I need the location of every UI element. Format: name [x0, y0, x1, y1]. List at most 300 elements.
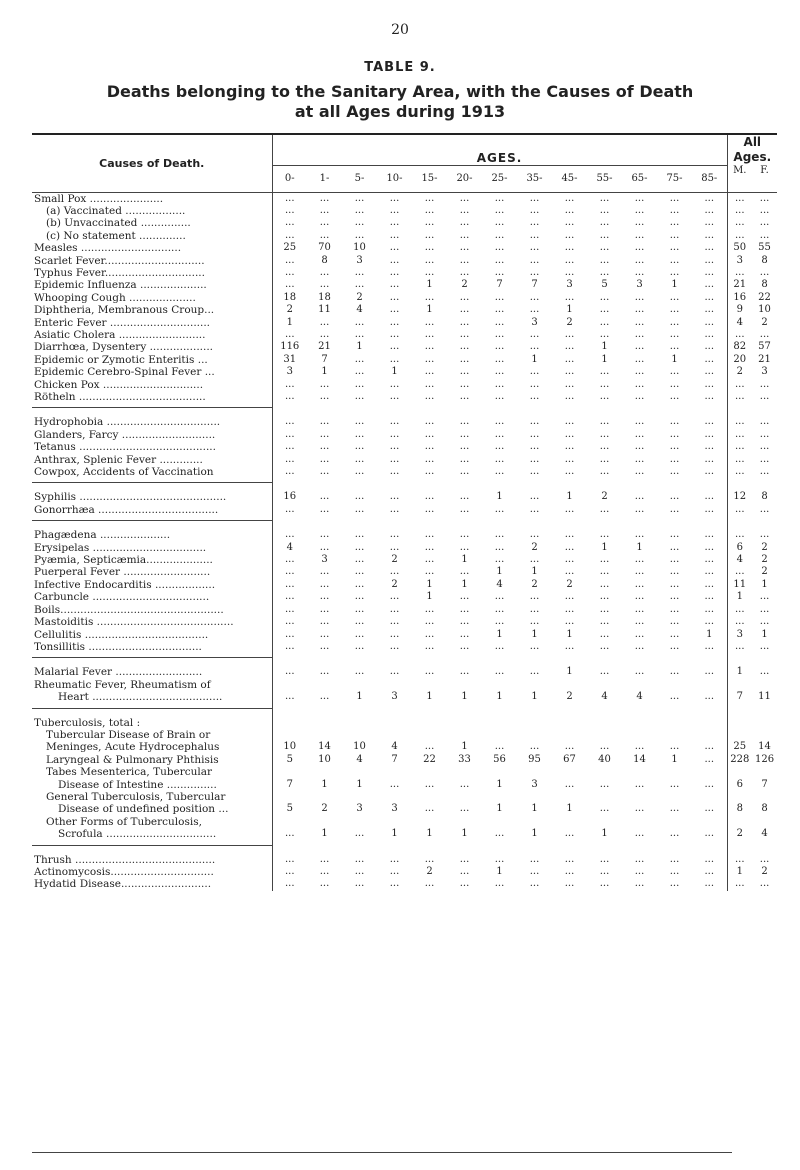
- table-row: [32, 779, 777, 791]
- count-cell: ...: [284, 453, 295, 465]
- count-cell: 3: [636, 279, 643, 291]
- count-cell: ...: [634, 554, 645, 566]
- count-cell: 1: [531, 691, 538, 703]
- table-row: [32, 866, 777, 878]
- count-cell: ...: [529, 554, 540, 566]
- cause-label: Epidemic Influenza ....................: [32, 279, 272, 291]
- count-cell: ...: [669, 566, 680, 578]
- count-cell: ...: [669, 616, 680, 628]
- count-cell: ...: [529, 441, 540, 453]
- count-cell: ...: [599, 204, 610, 216]
- cause-label: Thrush ..........................................: [32, 854, 272, 866]
- count-cell: ...: [529, 204, 540, 216]
- count-cell: ...: [389, 416, 400, 428]
- cause-label: (c) No statement ..............: [32, 230, 272, 242]
- count-cell: ...: [669, 378, 680, 390]
- count-cell: ...: [389, 291, 400, 303]
- table-row: [32, 317, 777, 329]
- count-cell: 228: [730, 753, 750, 765]
- count-cell: [412, 791, 447, 803]
- count-cell: [412, 766, 447, 778]
- count-cell: ...: [284, 691, 295, 703]
- count-cell: 2: [736, 366, 743, 378]
- cause-label: Disease of undefined position ...: [32, 803, 272, 815]
- count-cell: ...: [389, 254, 400, 266]
- count-cell: ...: [459, 291, 470, 303]
- count-cell: ...: [692, 441, 727, 453]
- count-cell: 1: [426, 578, 433, 590]
- cause-label: Rheumatic Fever, Rheumatism of: [32, 679, 272, 691]
- cause-label: (b) Unvaccinated ...............: [32, 217, 272, 229]
- table-row: [32, 267, 777, 279]
- count-cell: ...: [692, 641, 727, 653]
- count-cell: [752, 816, 777, 828]
- count-cell: ...: [354, 266, 365, 278]
- count-cell: ...: [424, 378, 435, 390]
- count-cell: 3: [736, 628, 743, 640]
- table-row: [32, 616, 777, 628]
- count-cell: ...: [564, 529, 575, 541]
- count-cell: ...: [494, 353, 505, 365]
- table-row: [32, 279, 777, 291]
- count-cell: ...: [564, 204, 575, 216]
- count-cell: 2: [566, 578, 573, 590]
- count-cell: ...: [599, 640, 610, 652]
- count-cell: ...: [599, 391, 610, 402]
- count-cell: ...: [692, 779, 727, 791]
- count-cell: 2: [566, 316, 573, 328]
- count-cell: ...: [634, 316, 645, 328]
- count-cell: ...: [389, 441, 400, 453]
- count-cell: ...: [319, 666, 330, 678]
- count-cell: ...: [692, 616, 727, 628]
- count-cell: ...: [424, 853, 435, 865]
- count-cell: 1: [761, 578, 768, 590]
- count-cell: ...: [319, 616, 330, 628]
- count-cell: ...: [389, 616, 400, 628]
- count-cell: ...: [735, 328, 745, 340]
- count-cell: [482, 816, 517, 828]
- count-cell: ...: [599, 266, 610, 278]
- count-cell: 22: [758, 291, 771, 303]
- count-cell: ...: [319, 217, 330, 229]
- count-cell: ...: [634, 391, 645, 402]
- count-cell: ...: [354, 366, 365, 378]
- count-cell: ...: [389, 503, 400, 515]
- count-cell: ...: [284, 217, 295, 229]
- count-cell: 1: [601, 341, 608, 353]
- count-cell: ...: [354, 353, 365, 365]
- count-cell: 1: [496, 866, 503, 877]
- count-cell: ...: [424, 192, 435, 204]
- count-cell: ...: [634, 229, 645, 241]
- count-cell: ...: [599, 254, 610, 266]
- count-cell: ...: [459, 416, 470, 428]
- count-cell: ...: [634, 566, 645, 578]
- count-cell: ...: [759, 266, 770, 278]
- count-cell: [447, 729, 482, 741]
- count-cell: ...: [692, 279, 727, 291]
- count-cell: ...: [319, 691, 330, 703]
- count-cell: ...: [284, 204, 295, 216]
- count-cell: 10: [318, 753, 331, 765]
- count-cell: 1: [761, 628, 768, 640]
- count-cell: ...: [284, 229, 295, 241]
- count-cell: ...: [669, 291, 680, 303]
- count-cell: ...: [354, 491, 365, 503]
- count-cell: ...: [599, 217, 610, 229]
- count-cell: 3: [531, 778, 538, 790]
- count-cell: [517, 729, 552, 741]
- count-cell: ...: [669, 554, 680, 566]
- cause-label: Anthrax, Splenic Fever .............: [32, 454, 272, 466]
- count-cell: ...: [354, 453, 365, 465]
- count-cell: ...: [319, 491, 330, 503]
- count-cell: ...: [354, 503, 365, 515]
- count-cell: ...: [634, 778, 645, 790]
- count-cell: ...: [634, 378, 645, 390]
- count-cell: ...: [354, 853, 365, 865]
- table-row: [32, 441, 777, 453]
- count-cell: ...: [692, 741, 727, 753]
- count-cell: ...: [599, 529, 610, 541]
- count-cell: ...: [354, 229, 365, 241]
- count-cell: 2: [761, 541, 768, 553]
- count-cell: ...: [354, 828, 365, 840]
- count-cell: ...: [494, 591, 505, 603]
- count-cell: ...: [529, 291, 540, 303]
- count-cell: ...: [692, 192, 727, 205]
- count-cell: ...: [319, 466, 330, 478]
- count-cell: ...: [319, 441, 330, 453]
- count-cell: ...: [634, 803, 645, 815]
- age-group-header: 25-: [482, 165, 517, 192]
- count-cell: ...: [759, 591, 770, 603]
- count-cell: ...: [634, 491, 645, 503]
- age-group-header: 45-: [552, 165, 587, 192]
- count-cell: ...: [459, 640, 470, 652]
- count-cell: ...: [389, 603, 400, 615]
- count-cell: [622, 791, 657, 803]
- count-cell: 1: [566, 628, 573, 640]
- count-cell: ...: [692, 230, 727, 242]
- count-cell: ...: [759, 217, 770, 229]
- count-cell: ...: [564, 229, 575, 241]
- count-cell: [482, 729, 517, 741]
- count-cell: 7: [286, 778, 293, 790]
- count-cell: ...: [424, 566, 435, 578]
- count-cell: ...: [284, 828, 295, 840]
- count-cell: ...: [424, 491, 435, 503]
- count-cell: ...: [319, 503, 330, 515]
- count-cell: ...: [529, 616, 540, 628]
- count-cell: ...: [599, 291, 610, 303]
- cause-label: Cowpox, Accidents of Vaccination: [32, 466, 272, 478]
- count-cell: 2: [761, 316, 768, 328]
- count-cell: 21: [733, 279, 747, 291]
- count-cell: 5: [601, 279, 608, 291]
- count-cell: ...: [564, 640, 575, 652]
- spacer-row: [32, 483, 777, 492]
- count-cell: 1: [426, 691, 433, 703]
- table-row: [32, 292, 777, 304]
- count-cell: 1: [461, 691, 468, 703]
- count-cell: ...: [459, 491, 470, 503]
- count-cell: ...: [389, 279, 400, 291]
- cause-label: Epidemic or Zymotic Enteritis ...: [32, 354, 272, 366]
- count-cell: ...: [354, 640, 365, 652]
- count-cell: ...: [634, 628, 645, 640]
- count-cell: ...: [494, 666, 505, 678]
- count-cell: ...: [692, 566, 727, 578]
- count-cell: ...: [599, 229, 610, 241]
- count-cell: ...: [735, 640, 745, 652]
- table-row: [32, 878, 777, 890]
- count-cell: ...: [735, 378, 745, 390]
- count-cell: ...: [389, 266, 400, 278]
- count-cell: ...: [692, 304, 727, 316]
- count-cell: ...: [634, 254, 645, 266]
- count-cell: ...: [634, 616, 645, 628]
- count-cell: ...: [354, 529, 365, 541]
- female-header: F.: [752, 165, 777, 192]
- count-cell: ...: [494, 603, 505, 615]
- count-cell: ...: [529, 453, 540, 465]
- count-cell: ...: [354, 391, 365, 402]
- count-cell: ...: [529, 254, 540, 266]
- count-cell: ...: [494, 204, 505, 216]
- count-cell: 10: [758, 304, 771, 316]
- count-cell: ...: [354, 441, 365, 453]
- count-cell: 25: [733, 741, 747, 753]
- count-cell: 1: [601, 541, 608, 553]
- age-group-header: 5-: [342, 165, 377, 192]
- count-cell: ...: [529, 878, 540, 890]
- count-cell: ...: [319, 853, 330, 865]
- count-cell: 9: [736, 304, 743, 316]
- count-cell: ...: [494, 529, 505, 541]
- count-cell: ...: [759, 529, 770, 541]
- count-cell: ...: [692, 542, 727, 554]
- count-cell: [587, 717, 622, 729]
- count-cell: ...: [494, 441, 505, 453]
- count-cell: ...: [459, 529, 470, 541]
- count-cell: ...: [735, 441, 745, 453]
- count-cell: ...: [692, 317, 727, 329]
- count-cell: ...: [669, 254, 680, 266]
- count-cell: [622, 766, 657, 778]
- count-cell: ...: [564, 878, 575, 890]
- count-cell: [657, 717, 692, 729]
- count-cell: ...: [692, 828, 727, 840]
- count-cell: ...: [564, 554, 575, 566]
- count-cell: ...: [669, 204, 680, 216]
- count-cell: ...: [284, 853, 295, 865]
- count-cell: ...: [354, 192, 365, 204]
- count-cell: ...: [494, 242, 505, 254]
- count-cell: ...: [494, 428, 505, 440]
- count-cell: [482, 717, 517, 729]
- count-cell: ...: [354, 378, 365, 390]
- count-cell: ...: [735, 529, 745, 541]
- count-cell: ...: [494, 378, 505, 390]
- table-row: [32, 416, 777, 428]
- count-cell: ...: [599, 378, 610, 390]
- count-cell: ...: [599, 416, 610, 428]
- count-cell: [377, 717, 412, 729]
- count-cell: ...: [669, 666, 680, 678]
- count-cell: [692, 766, 727, 778]
- count-cell: ...: [389, 428, 400, 440]
- count-cell: ...: [459, 591, 470, 603]
- count-cell: ...: [494, 391, 505, 402]
- count-cell: ...: [634, 666, 645, 678]
- count-cell: ...: [669, 741, 680, 753]
- count-cell: ...: [459, 254, 470, 266]
- count-cell: 3: [761, 366, 768, 378]
- count-cell: ...: [494, 291, 505, 303]
- count-cell: ...: [354, 554, 365, 566]
- count-cell: ...: [735, 853, 745, 865]
- count-cell: ...: [354, 541, 365, 553]
- table-row: [32, 491, 777, 503]
- count-cell: [342, 717, 377, 729]
- count-cell: ...: [389, 453, 400, 465]
- count-cell: 56: [493, 753, 506, 765]
- count-cell: ...: [634, 192, 645, 204]
- count-cell: ...: [564, 328, 575, 340]
- count-cell: 4: [356, 304, 363, 316]
- count-cell: ...: [564, 741, 575, 753]
- count-cell: ...: [669, 391, 680, 402]
- table-row: [32, 542, 777, 554]
- age-group-header: 15-: [412, 165, 447, 192]
- count-cell: ...: [634, 503, 645, 515]
- count-cell: ...: [424, 242, 435, 254]
- count-cell: ...: [634, 291, 645, 303]
- table-row: [32, 242, 777, 254]
- count-cell: ...: [354, 279, 365, 291]
- count-cell: 1: [671, 353, 678, 365]
- count-cell: [727, 717, 752, 729]
- count-cell: 1: [426, 591, 433, 603]
- count-cell: ...: [692, 454, 727, 466]
- cause-label: Cellulitis .....................................: [32, 629, 272, 641]
- count-cell: [342, 729, 377, 741]
- count-cell: 1: [671, 279, 678, 291]
- table-row: [32, 691, 777, 703]
- count-cell: ...: [564, 603, 575, 615]
- count-cell: ...: [494, 828, 505, 840]
- count-cell: ...: [599, 466, 610, 478]
- count-cell: ...: [459, 541, 470, 553]
- count-cell: 7: [391, 753, 398, 765]
- count-cell: ...: [759, 453, 770, 465]
- count-cell: 1: [286, 316, 293, 328]
- count-cell: ...: [319, 603, 330, 615]
- count-cell: ...: [529, 741, 540, 753]
- count-cell: ...: [459, 803, 470, 815]
- count-cell: [377, 679, 412, 691]
- count-cell: ...: [692, 205, 727, 217]
- cause-label: Chicken Pox ..............................: [32, 379, 272, 391]
- count-cell: ...: [634, 853, 645, 865]
- count-cell: ...: [284, 591, 295, 603]
- count-cell: 1: [531, 628, 538, 640]
- count-cell: 8: [761, 279, 768, 291]
- count-cell: ...: [759, 204, 770, 216]
- count-cell: ...: [459, 866, 470, 877]
- count-cell: 1: [566, 803, 573, 815]
- count-cell: ...: [529, 591, 540, 603]
- count-cell: [272, 679, 307, 691]
- count-cell: 1: [531, 828, 538, 840]
- table-row: [32, 566, 777, 578]
- count-cell: ...: [692, 366, 727, 378]
- count-cell: ...: [389, 204, 400, 216]
- table-row: [32, 666, 777, 678]
- count-cell: ...: [564, 441, 575, 453]
- count-cell: ...: [692, 491, 727, 503]
- count-cell: ...: [284, 279, 295, 291]
- age-group-header: 75-: [657, 165, 692, 192]
- count-cell: ...: [354, 878, 365, 890]
- table-row: [32, 217, 777, 229]
- table-row: [32, 304, 777, 316]
- count-cell: 20: [733, 353, 747, 365]
- count-cell: ...: [354, 316, 365, 328]
- count-cell: ...: [564, 828, 575, 840]
- count-cell: [622, 729, 657, 741]
- table-title: [0, 82, 800, 122]
- count-cell: ...: [354, 616, 365, 628]
- count-cell: ...: [284, 640, 295, 652]
- count-cell: ...: [459, 378, 470, 390]
- count-cell: ...: [459, 878, 470, 890]
- count-cell: ...: [634, 304, 645, 316]
- count-cell: 40: [598, 753, 611, 765]
- count-cell: ...: [459, 778, 470, 790]
- count-cell: ...: [599, 328, 610, 340]
- count-cell: ...: [692, 255, 727, 267]
- count-cell: ...: [759, 192, 770, 204]
- cause-label: Enteric Fever ..............................: [32, 317, 272, 329]
- age-group-header: 35-: [517, 165, 552, 192]
- count-cell: 3: [356, 803, 363, 815]
- count-cell: ...: [424, 778, 435, 790]
- table-row: [32, 192, 777, 205]
- count-cell: ...: [459, 366, 470, 378]
- count-cell: ...: [669, 416, 680, 428]
- count-cell: 1: [531, 353, 538, 365]
- count-cell: ...: [692, 329, 727, 341]
- count-cell: [447, 816, 482, 828]
- count-cell: 4: [391, 741, 398, 753]
- count-cell: ...: [692, 591, 727, 603]
- count-cell: ...: [692, 391, 727, 403]
- cause-label: Actinomycosis...............................: [32, 866, 272, 878]
- spacer-row: [32, 658, 777, 667]
- count-cell: ...: [529, 866, 540, 877]
- count-cell: ...: [564, 291, 575, 303]
- count-cell: ...: [634, 266, 645, 278]
- count-cell: [552, 816, 587, 828]
- count-cell: 7: [531, 279, 538, 291]
- count-cell: ...: [284, 878, 295, 890]
- count-cell: 2: [736, 828, 743, 840]
- count-cell: ...: [634, 242, 645, 254]
- count-cell: ...: [669, 878, 680, 890]
